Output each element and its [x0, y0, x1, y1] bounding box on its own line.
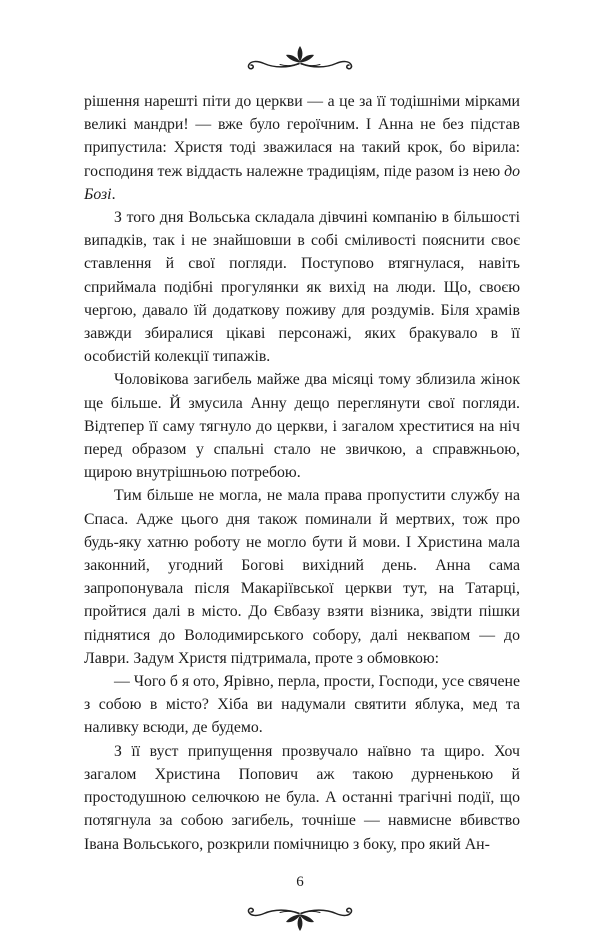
paragraph: [84, 90, 520, 206]
text-segment: — Чого б я ото, Ярівно, перла, прости, Господи, усе свячене з собою в місто? Хіба ви надумали святити яблука, мед та наливку всюди, де будемо.: [84, 673, 520, 737]
text-segment: .: [111, 185, 116, 203]
paragraph: [84, 740, 520, 856]
top-flourish-ornament: [236, 44, 364, 74]
text-segment: Чоловікова загибель майже два місяці тому зблизила жінок ще більше. Й змусила Анну дещо переглянути свої погляди. Відтепер її саму тягнуло до церкви, і загалом хреститися на ніч перед образом у спальні стало не звичкою, а справжньою, щирою внутрішньою потребою.: [84, 371, 520, 482]
page-number: 6: [296, 874, 304, 890]
paragraph: [84, 206, 520, 368]
paragraph: [84, 484, 520, 670]
text-segment: З її вуст припущення прозвучало наївно та щиро. Хоч загалом Христина Попович аж такою дурненькою й простодушною селючкою не була. А останні трагічні події, що потягнула за собою загибель, точніше — навмисне вбивство Івана Вольського, розкрили помічницю з боку, про який Ан-: [84, 742, 520, 853]
italic-text-segment: до Бозі: [84, 162, 520, 203]
paragraph: [84, 368, 520, 484]
bottom-flourish-ornament: [236, 903, 364, 933]
flourish-icon: [236, 903, 364, 933]
page-text: [84, 90, 520, 856]
flourish-icon: [236, 44, 364, 74]
paragraph: [84, 670, 520, 740]
text-segment: рішення нарешті піти до церкви — а це за її тодішніми мірками великі мандри! — вже було героїчним. І Анна не без підстав припустила: Христя тоді зважилася на такий крок, бо вірила: господиня теж віддасть належне традиціям, піде разом із нею: [84, 93, 520, 180]
text-segment: Тим більше не могла, не мала права пропустити службу на Спаса. Адже цього дня також поминали й мертвих, тож про будь-яку хатню роботу не могло бути й мови. І Христина мала законний, угодний Богові вихідний день. Анна сама запропонувала після Макаріївської церкви тут, на Татарці, пройтися далі в місто. До Євбазу взяти візника, звідти пішки піднятися до Володимирського собору, далі неквапом — до Лаври. Задум Христя підтримала, проте з обмовкою:: [84, 487, 520, 667]
text-segment: З того дня Вольська складала дівчині компанію в більшості випадків, так і не знайшовши в собі сміливості пояснити своє ставлення й свої погляди. Поступово втягнулася, навіть сприймала подібні прогулянки як вихід на люди. Що, своєю чергою, давало їй додаткову поживу для роздумів. Біля храмів завжди збиралися цікаві персонажі, яких бракувало в її особистій колекції типажів.: [84, 209, 520, 366]
